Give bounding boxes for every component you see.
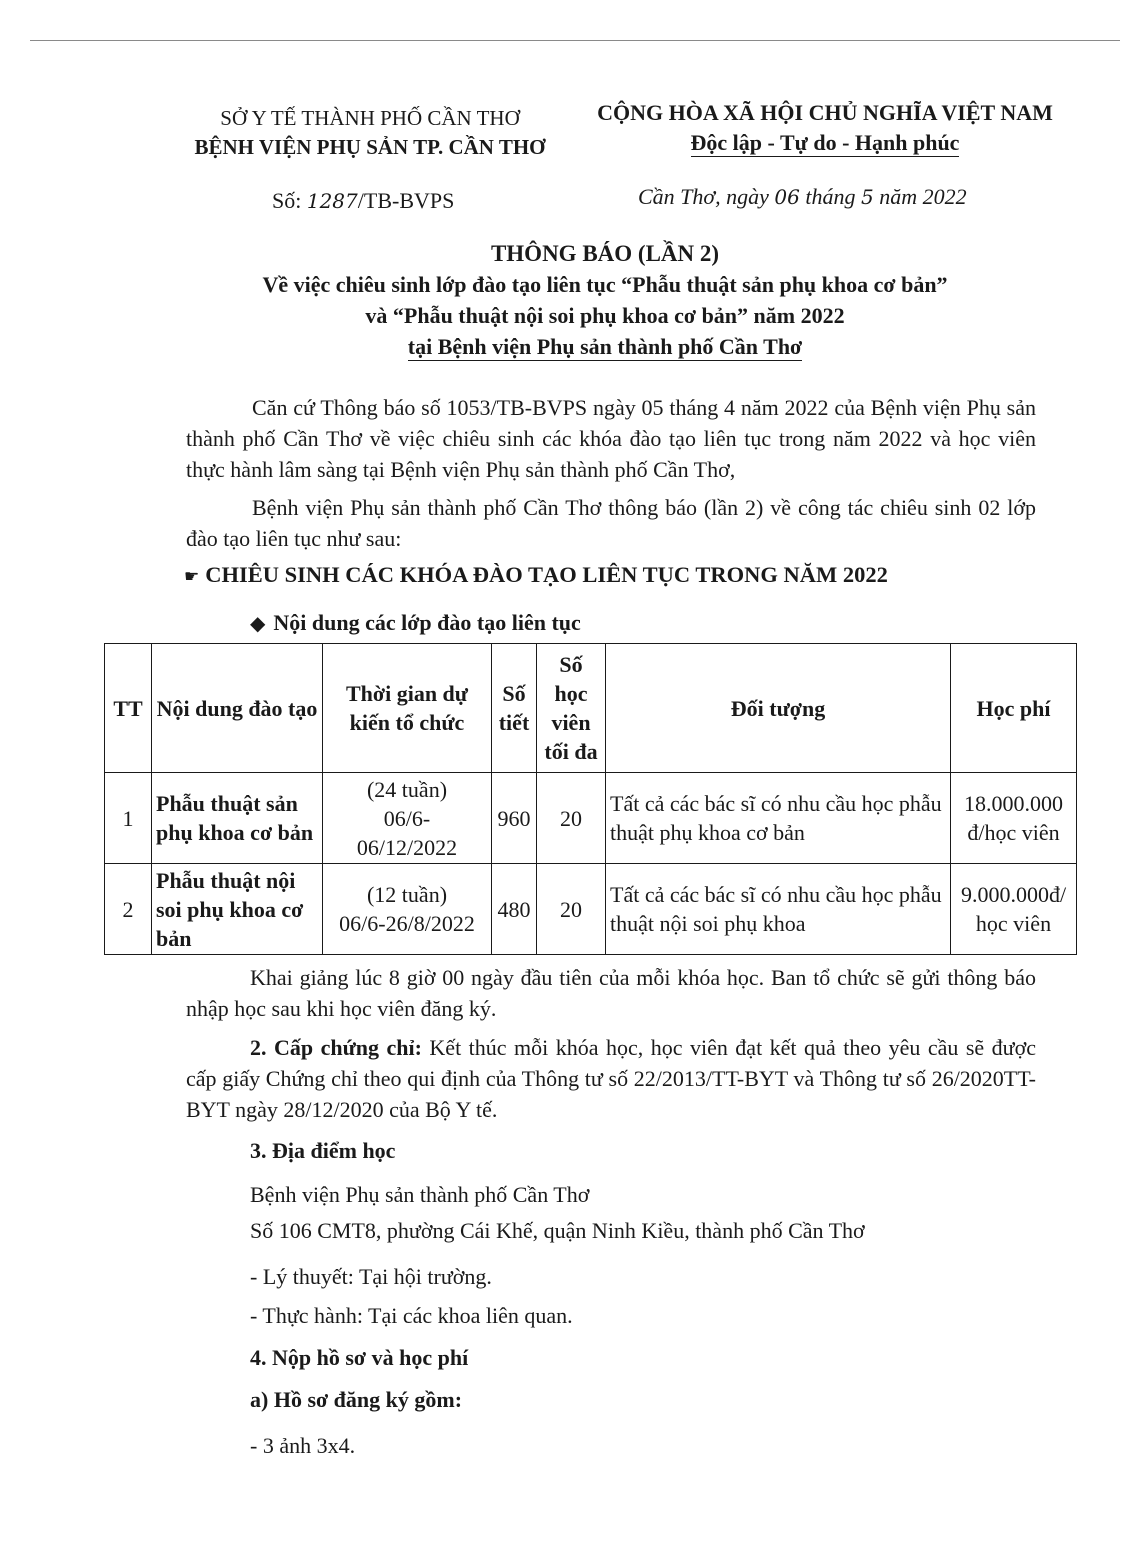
col-so-tiet: Số tiết	[492, 644, 537, 773]
section-heading: ☛ CHIÊU SINH CÁC KHÓA ĐÀO TẠO LIÊN TỤC TRONG NĂM 2022	[184, 562, 888, 587]
location-practice: - Thực hành: Tại các khoa liên quan.	[250, 1303, 573, 1328]
location-address: Số 106 CMT8, phường Cái Khế, quận Ninh Kiều, thành phố Cần Thơ	[250, 1218, 865, 1243]
pointing-hand-icon: ☛	[184, 567, 200, 587]
nation-line-1: CỘNG HÒA XÃ HỘI CHỦ NGHĨA VIỆT NAM	[597, 100, 1053, 125]
document-date	[638, 184, 967, 210]
cell-thoi-gian: (24 tuần) 06/6- 06/12/2022	[323, 773, 492, 864]
cell-tt: 2	[105, 864, 152, 955]
cell-doi-tuong: Tất cả các bác sĩ có nhu cầu học phẫu thuật phụ khoa cơ bản	[606, 773, 951, 864]
title-line-3: và “Phẫu thuật nội soi phụ khoa cơ bản” năm 2022	[365, 303, 845, 328]
cell-thoi-gian: (12 tuần) 06/6-26/8/2022	[323, 864, 492, 955]
col-tt: TT	[105, 644, 152, 773]
cell-noi-dung: Phẫu thuật nội soi phụ khoa cơ bản	[152, 864, 323, 955]
date-month: 5	[861, 185, 874, 209]
courses-table	[104, 643, 1077, 955]
cell-so-hoc-vien: 20	[537, 773, 606, 864]
cell-hoc-phi: 18.000.000 đ/học viên	[951, 773, 1077, 864]
col-thoi-gian: Thời gian dự kiến tổ chức	[323, 644, 492, 773]
location-theory: - Lý thuyết: Tại hội trường.	[250, 1264, 492, 1289]
document-title	[100, 238, 1110, 362]
col-noi-dung: Nội dung đào tạo	[152, 644, 323, 773]
application-item-photos: - 3 ảnh 3x4.	[250, 1433, 356, 1458]
paragraph-basis: Căn cứ Thông báo số 1053/TB-BVPS ngày 05 tháng 4 năm 2022 của Bệnh viện Phụ sản thành phố Cần Thơ về việc chiêu sinh các khóa đào tạo liên tục trong năm 2022 và học viên thực hành lâm sàng tại Bệnh viện Phụ sản thành phố Cần Thơ,	[186, 395, 1036, 482]
sub-heading: ◆ Nội dung các lớp đào tạo liên tục	[250, 610, 581, 635]
cell-hoc-phi: 9.000.000đ/ học viên	[951, 864, 1077, 955]
table-header-row	[105, 644, 1077, 773]
nation-line-2: Độc lập - Tự do - Hạnh phúc	[690, 130, 960, 155]
black-diamond-icon: ◆	[250, 611, 266, 635]
page-top-rule	[30, 40, 1120, 41]
location-hospital: Bệnh viện Phụ sản thành phố Cần Thơ	[250, 1182, 590, 1207]
issuing-organization	[170, 104, 570, 162]
title-line-2: Về việc chiêu sinh lớp đào tạo liên tục “Phẫu thuật sản phụ khoa cơ bản”	[262, 272, 948, 297]
national-motto	[580, 98, 1070, 158]
certificate-text: Kết thúc mỗi khóa học, học viên đạt kết quả theo yêu cầu sẽ được cấp giấy Chứng chỉ theo qui định của Thông tư số 22/2013/TT-BYT và Thông tư số 26/2020TT-BYT ngày 28/12/2020 của Bộ Y tế.	[186, 1035, 1036, 1122]
title-line-1: THÔNG BÁO (LẦN 2)	[490, 241, 720, 266]
cell-noi-dung: Phẫu thuật sản phụ khoa cơ bản	[152, 773, 323, 864]
doc-number-suffix: /TB-BVPS	[357, 188, 455, 213]
org-line-1: SỞ Y TẾ THÀNH PHỐ CẦN THƠ	[220, 106, 520, 130]
cell-tt: 1	[105, 773, 152, 864]
document-number	[272, 188, 454, 214]
paragraph-announcement: Bệnh viện Phụ sản thành phố Cần Thơ thông báo (lần 2) về công tác chiêu sinh 02 lớp đào tạo liên tục như sau:	[186, 495, 1036, 551]
certificate-label: 2. Cấp chứng chỉ:	[250, 1035, 422, 1060]
cell-so-hoc-vien: 20	[537, 864, 606, 955]
date-part-1: Cần Thơ, ngày	[638, 184, 775, 209]
doc-number-prefix: Số:	[272, 188, 307, 213]
cell-doi-tuong: Tất cả các bác sĩ có nhu cầu học phẫu thuật nội soi phụ khoa	[606, 864, 951, 955]
doc-number-handwritten: 1287	[306, 189, 358, 213]
col-hoc-phi: Học phí	[951, 644, 1077, 773]
paragraph-opening: Khai giảng lúc 8 giờ 00 ngày đầu tiên của mỗi khóa học. Ban tổ chức sẽ gửi thông báo nhập học sau khi học viên đăng ký.	[186, 965, 1036, 1021]
col-so-hoc-vien: Số học viên tối đa	[537, 644, 606, 773]
date-part-2: tháng	[799, 184, 861, 209]
date-day: 06	[774, 185, 800, 209]
heading-application: 4. Nộp hồ sơ và học phí	[250, 1345, 469, 1370]
table-row	[105, 864, 1077, 955]
table-row	[105, 773, 1077, 864]
cell-so-tiet: 480	[492, 864, 537, 955]
heading-location: 3. Địa điểm học	[250, 1138, 396, 1163]
heading-application-docs: a) Hồ sơ đăng ký gồm:	[250, 1387, 463, 1412]
col-doi-tuong: Đối tượng	[606, 644, 951, 773]
title-line-4: tại Bệnh viện Phụ sản thành phố Cần Thơ	[407, 334, 803, 359]
date-part-3: năm 2022	[873, 184, 967, 209]
cell-so-tiet: 960	[492, 773, 537, 864]
org-line-2: BỆNH VIỆN PHỤ SẢN TP. CẦN THƠ	[194, 135, 546, 159]
paragraph-certificate	[186, 1032, 1036, 1125]
